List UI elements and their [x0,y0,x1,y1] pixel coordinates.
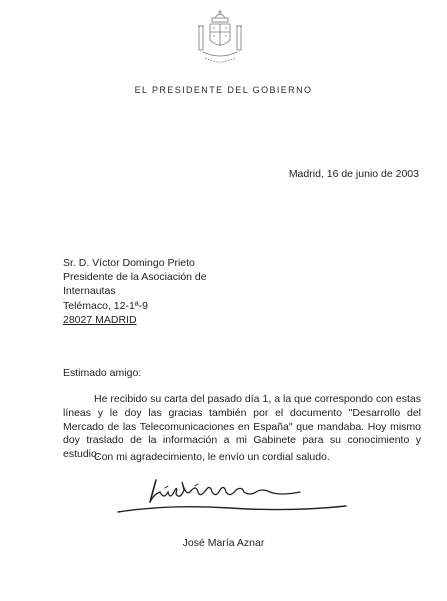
recipient-title-line-2: Internautas [63,285,116,298]
closing-line: Con mi agradecimiento, le envío un cordial saludo. [94,451,330,463]
letter-date: Madrid, 16 de junio de 2003 [288,168,419,180]
signer-name: José María Aznar [182,537,265,549]
recipient-address [63,256,207,327]
letter-body: He recibido su carta del pasado día 1, a la que correspondo con estas líneas y le doy las gracias también por el documento "Desarrollo del Mercado de las Telecomunicaciones en España" que mandaba. Hoy mismo doy traslado de la información a mi Gabinete para su conocimiento y estudio. [63,393,421,461]
recipient-title-line-1: Presidente de la Asociación de [63,271,207,284]
office-heading: EL PRESIDENTE DEL GOBIERNO [134,85,313,95]
recipient-street: Telémaco, 12-1ª-9 [63,299,149,312]
coat-of-arms-emblem [193,8,247,72]
recipient-name: Sr. D. Víctor Domingo Prieto [63,257,195,269]
greeting: Estimado amigo: [63,367,142,379]
recipient-city: 28027 MADRID [63,313,137,326]
handwritten-signature [110,470,350,520]
